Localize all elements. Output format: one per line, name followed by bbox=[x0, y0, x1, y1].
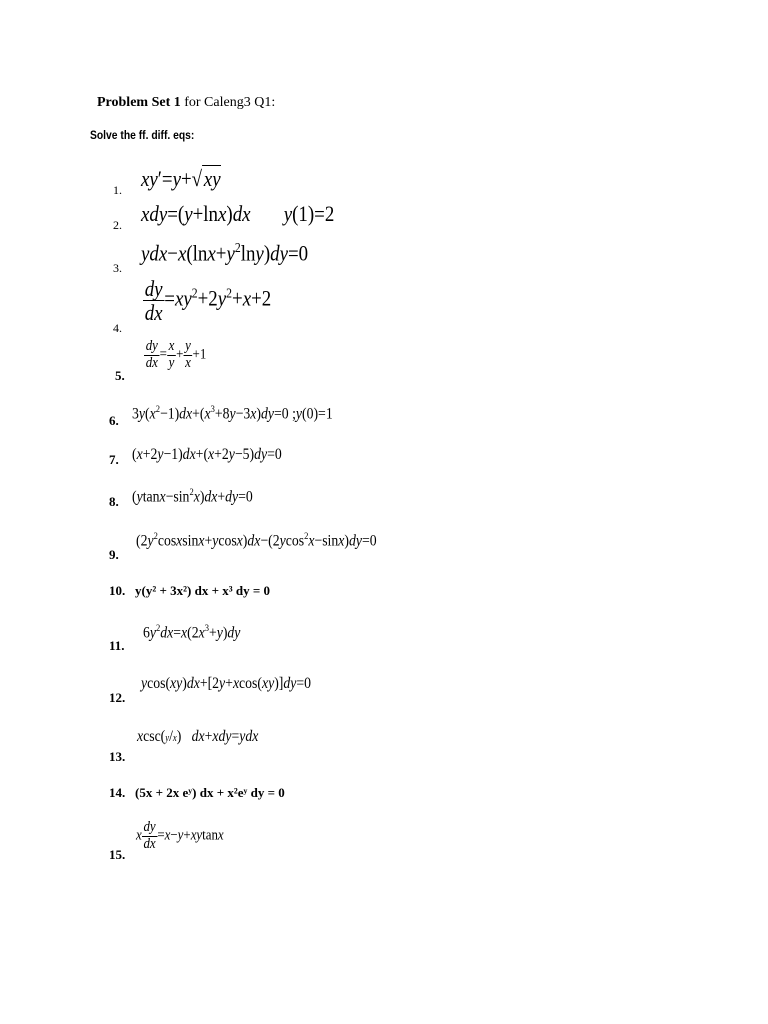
problem-number: 1. bbox=[113, 183, 122, 197]
equation: $ydx-x(\ln x+y^2\ln y)dy=0$ bbox=[141, 240, 309, 266]
equation: $(2y^2cosxsinx+ycosx)dx-(2ycos^2x-\sin x)dy=0$ bbox=[136, 531, 377, 550]
equation: xy′=y+√xy bbox=[141, 166, 221, 191]
equation: y(y² + 3x²) dx + x³ dy = 0 bbox=[135, 583, 271, 598]
problem-number: 15. bbox=[109, 847, 126, 862]
equation: (x+2y−1)dx+(x+2y−5)dy=0 bbox=[132, 446, 282, 463]
problem-number: 5. bbox=[115, 368, 125, 383]
equation: $\frac{dy}{dx}$ = $\frac{x}{y}$ + $\frac{y}{x}$ +1 bbox=[145, 338, 207, 371]
problem-number: 10. bbox=[109, 583, 126, 598]
problem-number: 4. bbox=[113, 321, 122, 335]
problem-number: 11. bbox=[109, 638, 125, 653]
problem-number: 3. bbox=[113, 261, 122, 275]
equation: x $\frac{dy}{dx}$ =x−y+xytanx bbox=[136, 819, 224, 852]
equation: xcsc(y/x) dx+xdy=ydx bbox=[137, 728, 259, 745]
equation: $6y^2dx=x(2x^3+y)dy$ bbox=[143, 623, 241, 642]
title-bold: Problem Set 1 bbox=[97, 95, 181, 110]
problem-number: 2. bbox=[113, 218, 122, 232]
problem-number: 6. bbox=[109, 413, 119, 428]
problem-number: 8. bbox=[109, 494, 119, 509]
equation: $\frac{dy}{dx}$ $=xy^2+2y^2+x+2$ bbox=[144, 276, 272, 326]
equation: xdy=(y+lnx)dx y(1)=2 bbox=[141, 201, 335, 226]
equation: ycos(xy)dx+[2y+xcos(xy)]dy=0 bbox=[141, 675, 311, 692]
problem-number: 7. bbox=[109, 452, 119, 467]
page-title bbox=[97, 95, 275, 111]
title-rest: for Caleng3 Q1: bbox=[180, 95, 276, 110]
problem-number: 13. bbox=[109, 749, 126, 764]
problem-number: 12. bbox=[109, 690, 126, 705]
problem-number: 14. bbox=[109, 785, 126, 800]
equation: (5x + 2x eʸ) dx + x²eʸ dy = 0 bbox=[135, 785, 285, 800]
equation: $(ytanx-\sin^2x)dx+dy=0$ bbox=[132, 487, 253, 506]
problem-number: 9. bbox=[109, 547, 119, 562]
equation: $3y(x^2-1)dx+(x^3+8y-3x)dy=0$ ;y(0)=1 bbox=[132, 404, 333, 423]
page-subtitle: Solve the ff. diff. eqs: bbox=[90, 128, 195, 142]
